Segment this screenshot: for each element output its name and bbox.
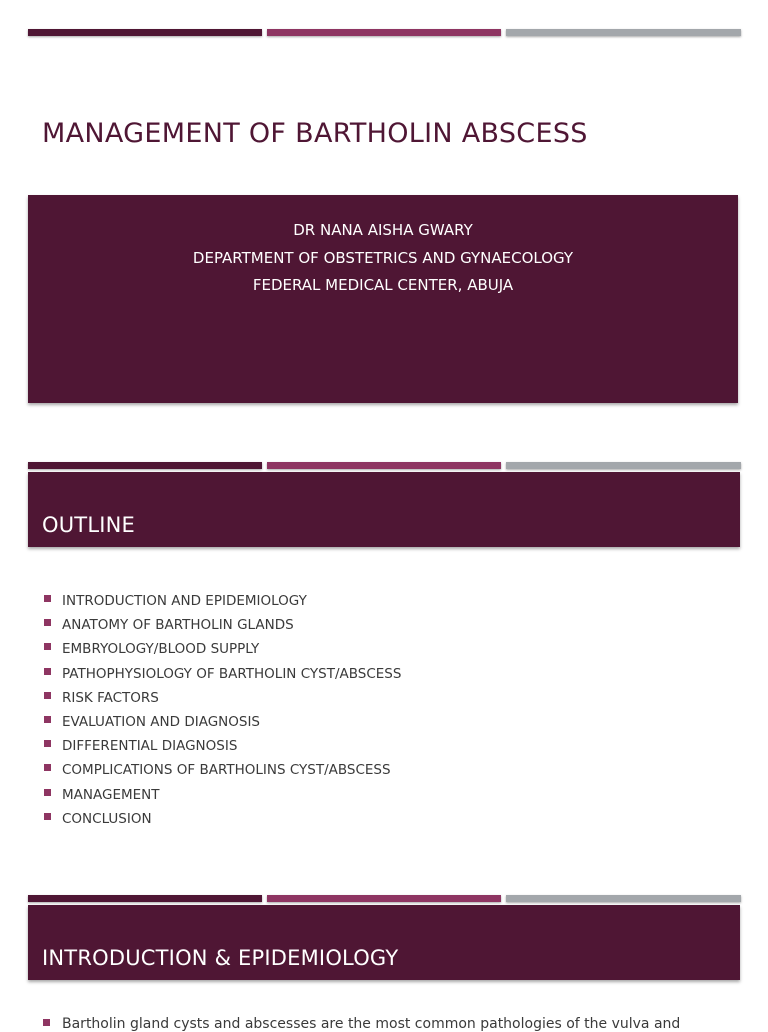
accent-bar-plum <box>28 29 262 36</box>
accent-bar-magenta <box>267 462 501 469</box>
bullet-square-icon <box>44 595 51 602</box>
list-item: CONCLUSION <box>43 807 401 831</box>
bullet-square-icon <box>44 789 51 796</box>
accent-bars <box>28 29 741 36</box>
bullet-square-icon <box>44 643 51 650</box>
list-item: DIFFERENTIAL DIAGNOSIS <box>43 734 401 758</box>
accent-bar-magenta <box>267 895 501 902</box>
list-item: EMBRYOLOGY/BLOOD SUPPLY <box>43 637 401 661</box>
list-item: COMPLICATIONS OF BARTHOLINS CYST/ABSCESS <box>43 758 401 782</box>
bullet-square-icon <box>44 668 51 675</box>
list-item: RISK FACTORS <box>43 686 401 710</box>
accent-bars <box>28 462 741 469</box>
bullet-square-icon <box>44 813 51 820</box>
slide-title: INTRODUCTION & EPIDEMIOLOGY <box>42 946 399 970</box>
bullet-square-icon <box>43 1019 50 1026</box>
accent-bar-gray <box>506 29 741 36</box>
list-item: EVALUATION AND DIAGNOSIS <box>43 710 401 734</box>
list-item: MANAGEMENT <box>43 783 401 807</box>
accent-bar-gray <box>506 462 741 469</box>
outline-list <box>43 589 401 831</box>
bullet-square-icon <box>44 740 51 747</box>
bullet-square-icon <box>44 692 51 699</box>
bullet-square-icon <box>44 764 51 771</box>
author-name: DR NANA AISHA GWARY <box>293 221 473 239</box>
bullet-square-icon <box>44 619 51 626</box>
accent-bars <box>28 895 741 902</box>
intro-header <box>28 905 740 980</box>
subtitle-box <box>28 195 738 403</box>
accent-bar-magenta <box>267 29 501 36</box>
list-item: INTRODUCTION AND EPIDEMIOLOGY <box>43 589 401 613</box>
department: DEPARTMENT OF OBSTETRICS AND GYNAECOLOGY <box>192 248 574 267</box>
list-item: PATHOPHYSIOLOGY OF BARTHOLIN CYST/ABSCESS <box>43 662 401 686</box>
bullet-text: Bartholin gland cysts and abscesses are the most common pathologies of the vulva and <box>62 1016 681 1032</box>
accent-bar-plum <box>28 462 262 469</box>
institution: FEDERAL MEDICAL CENTER, ABUJA <box>252 276 514 294</box>
outline-header <box>28 472 740 547</box>
slide-title: OUTLINE <box>42 513 135 537</box>
list-item: ANATOMY OF BARTHOLIN GLANDS <box>43 613 401 637</box>
accent-bar-plum <box>28 895 262 902</box>
accent-bar-gray <box>506 895 741 902</box>
bullet-square-icon <box>44 716 51 723</box>
slide-title: MANAGEMENT OF BARTHOLIN ABSCESS <box>42 118 588 149</box>
list-item <box>43 1016 743 1032</box>
